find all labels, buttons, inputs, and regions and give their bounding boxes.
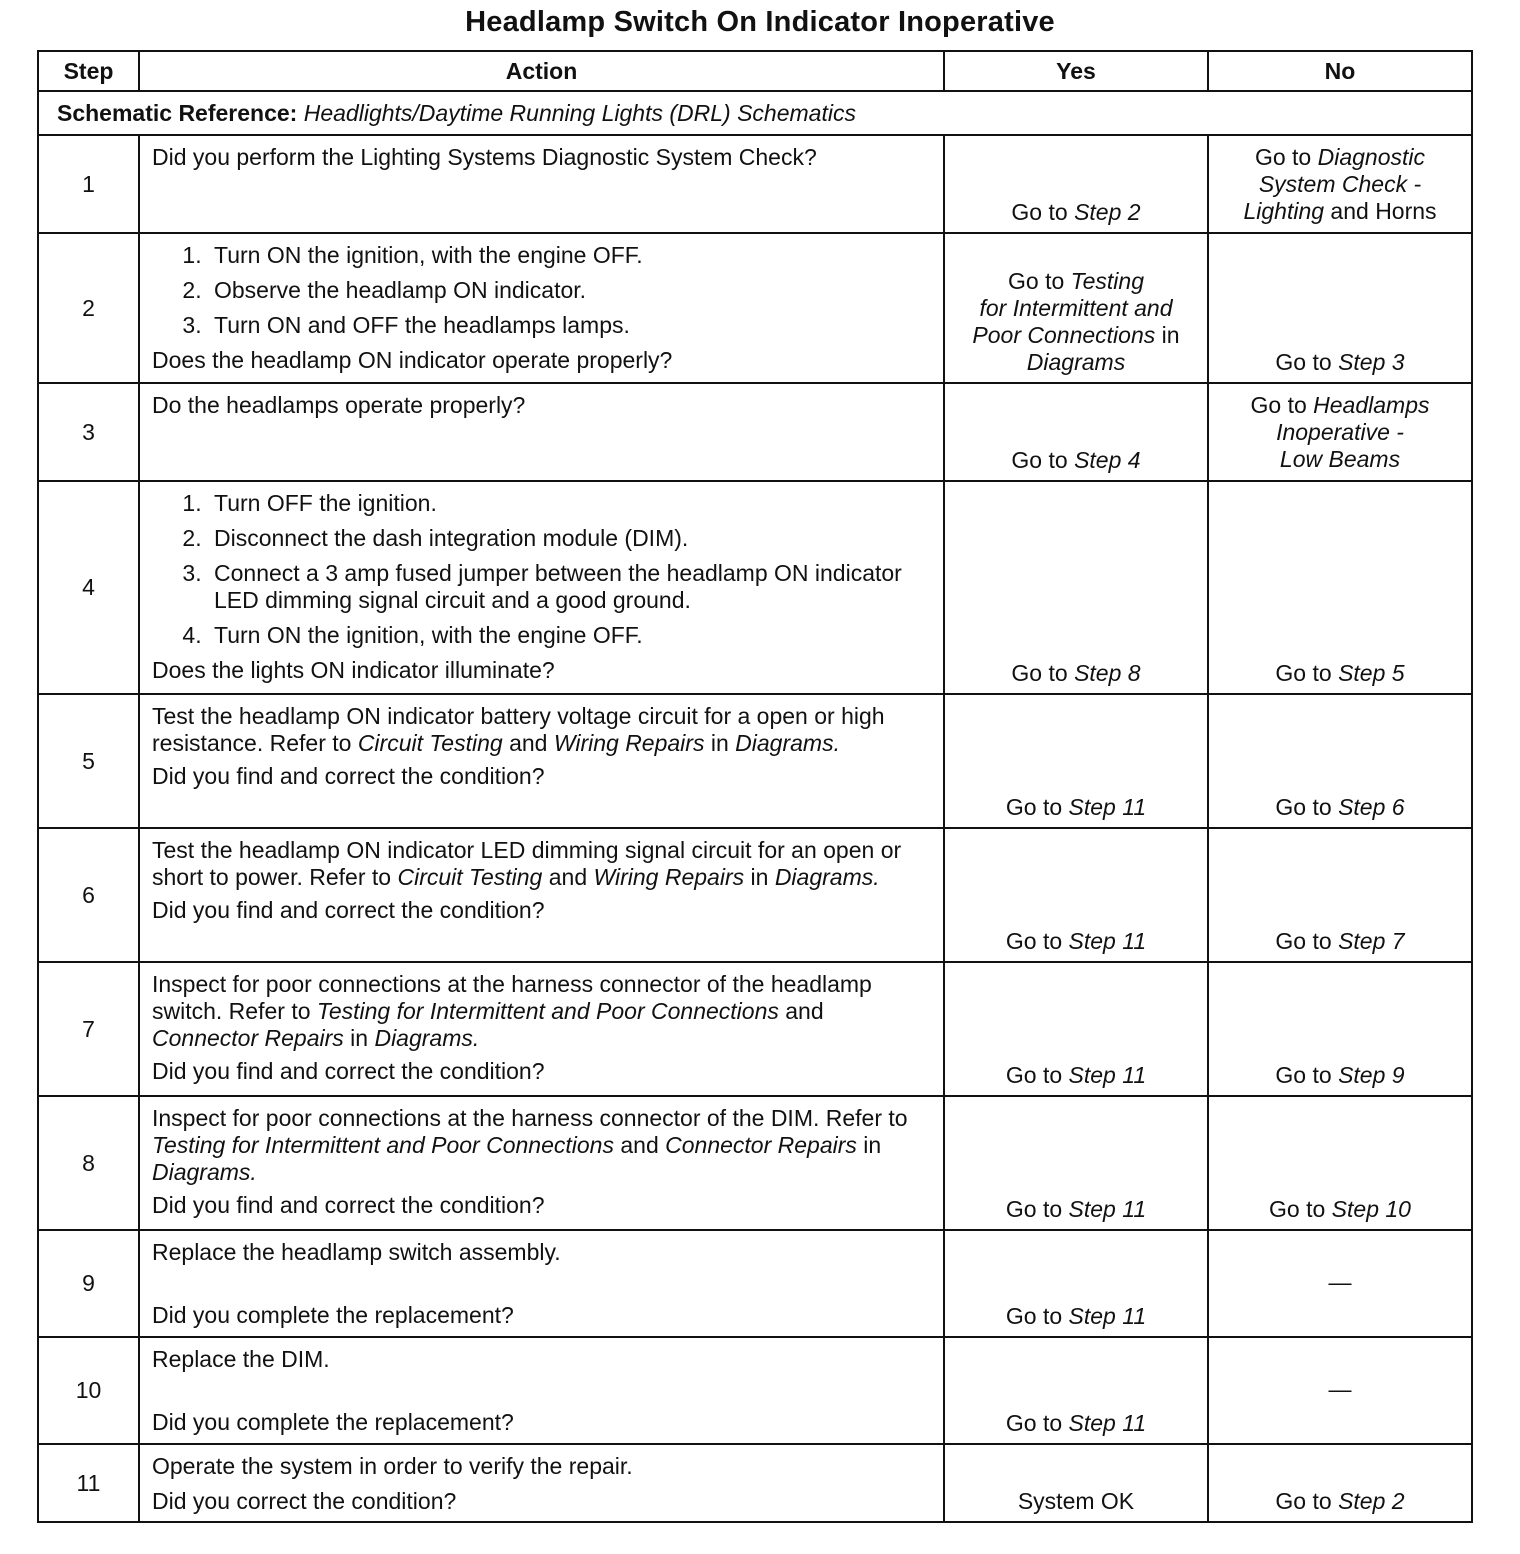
yes-step-link: Step 11	[1068, 1062, 1147, 1088]
no-link-line2: Inoperative -	[1276, 419, 1404, 445]
table-row	[38, 233, 1472, 383]
list-item: 1. Turn OFF the ignition.	[208, 490, 931, 517]
action-text: Inspect for poor connections at the harness connector of the DIM. Refer to	[152, 1105, 908, 1131]
no-cell	[1208, 481, 1472, 694]
yes-step-link: Step 11	[1068, 1303, 1147, 1329]
yes-step-link: Step 4	[1074, 447, 1141, 473]
no-step-link: Step 3	[1338, 349, 1405, 375]
go-to-text: Go to	[1008, 268, 1065, 294]
and-text: and	[509, 730, 548, 756]
reference-link: Connector Repairs	[665, 1132, 857, 1158]
reference-link: Testing for Intermittent and Poor Connections	[316, 998, 779, 1024]
action-cell	[139, 962, 944, 1096]
list-item: 3. Connect a 3 amp fused jumper between the headlamp ON indicator LED dimming signal circuit and a good ground.	[208, 560, 931, 614]
action-question: Did you complete the replacement?	[152, 1302, 514, 1328]
no-step-link: Step 9	[1338, 1062, 1405, 1088]
action-text: Test the headlamp ON indicator battery voltage circuit for a open or high resistance. Refer to	[152, 703, 885, 756]
no-link-line2: System Check -	[1258, 171, 1422, 197]
action-text: Replace the headlamp switch assembly.	[152, 1239, 561, 1265]
go-to-text: Go to	[1275, 349, 1332, 375]
list-item: 3. Turn ON and OFF the headlamps lamps.	[208, 312, 931, 339]
reference-link: Diagrams.	[735, 730, 840, 756]
in-text: in	[710, 730, 729, 756]
table-row	[38, 962, 1472, 1096]
reference-link: Wiring Repairs	[553, 730, 705, 756]
go-to-text: Go to	[1269, 1196, 1326, 1222]
yes-cell	[944, 1096, 1208, 1230]
go-to-text: Go to	[1275, 794, 1332, 820]
no-cell	[1208, 1444, 1472, 1522]
reference-link: Circuit Testing	[357, 730, 503, 756]
yes-step-link: Step 11	[1068, 1410, 1147, 1436]
action-question: Did you find and correct the condition?	[152, 1058, 545, 1084]
yes-cell	[944, 383, 1208, 481]
step-number: 9	[38, 1230, 139, 1337]
go-to-text: Go to	[1005, 1303, 1063, 1329]
action-text: Replace the DIM.	[152, 1346, 330, 1372]
action-cell	[139, 1096, 944, 1230]
no-link-line3: Lighting	[1243, 198, 1325, 224]
yes-link-line1: Testing	[1070, 268, 1144, 294]
step-number: 2	[38, 233, 139, 383]
no-step-link: Step 6	[1338, 794, 1405, 820]
reference-link: Diagrams.	[152, 1159, 257, 1185]
yes-cell	[944, 694, 1208, 828]
table-row	[38, 1230, 1472, 1337]
action-cell	[139, 828, 944, 962]
no-column-header: No	[1208, 51, 1472, 91]
reference-link: Diagrams.	[774, 864, 880, 890]
go-to-text: Go to	[1275, 1062, 1332, 1088]
action-question: Did you complete the replacement?	[152, 1409, 514, 1435]
in-text: in	[750, 864, 769, 890]
no-step-link: Step 10	[1331, 1196, 1411, 1222]
action-paragraph	[152, 1105, 931, 1186]
reference-link: Testing for Intermittent and Poor Connections	[152, 1132, 614, 1158]
schematic-label: Schematic Reference:	[57, 99, 298, 126]
in-text: in	[863, 1132, 882, 1158]
reference-link: Circuit Testing	[397, 864, 543, 890]
go-to-text: Go to	[1005, 928, 1063, 954]
no-step-link: Step 7	[1338, 928, 1405, 954]
yes-link-line2: for Intermittent and	[979, 295, 1173, 321]
action-text: Do the headlamps operate properly?	[152, 392, 526, 418]
step-number: 4	[38, 481, 139, 694]
yes-cell	[944, 135, 1208, 233]
action-cell	[139, 233, 944, 383]
and-text: and	[548, 864, 588, 890]
yes-step-link: Step 11	[1068, 1196, 1147, 1222]
yes-step-link: Step 11	[1068, 794, 1147, 820]
action-question: Did you find and correct the condition?	[152, 1192, 545, 1218]
in-text: in	[1161, 322, 1180, 348]
step-number: 5	[38, 694, 139, 828]
no-cell	[1208, 233, 1472, 383]
schematic-reference-row	[38, 91, 1472, 135]
in-text: in	[350, 1025, 369, 1051]
no-link-line1: Diagnostic	[1317, 144, 1426, 170]
step-number: 8	[38, 1096, 139, 1230]
no-cell	[1208, 694, 1472, 828]
yes-cell	[944, 481, 1208, 694]
step-column-header: Step	[38, 51, 139, 91]
step-number: 10	[38, 1337, 139, 1444]
no-cell	[1208, 1230, 1472, 1337]
yes-step-link: Step 2	[1074, 199, 1141, 225]
action-text: Did you perform the Lighting Systems Diagnostic System Check?	[152, 144, 817, 170]
page-title: Headlamp Switch On Indicator Inoperative	[465, 6, 1055, 38]
yes-cell	[944, 1337, 1208, 1444]
action-question: Did you correct the condition?	[152, 1488, 457, 1514]
action-question: Did you find and correct the condition?	[152, 763, 545, 789]
action-cell	[139, 481, 944, 694]
reference-link: Diagrams.	[374, 1025, 480, 1051]
action-paragraph	[152, 703, 931, 757]
no-link-line3b: Horns	[1375, 198, 1437, 224]
action-cell	[139, 1230, 944, 1337]
go-to-text: Go to	[1005, 1410, 1063, 1436]
go-to-text: Go to	[1011, 660, 1068, 686]
action-paragraph	[152, 971, 931, 1052]
table-row	[38, 828, 1472, 962]
no-cell	[1208, 1337, 1472, 1444]
schematic-link: Headlights/Daytime Running Lights (DRL) Schematics	[303, 99, 856, 126]
and-text: and	[785, 998, 824, 1024]
header-row	[38, 51, 1472, 91]
and-text: and	[1330, 198, 1369, 224]
list-item: 4. Turn ON the ignition, with the engine OFF.	[208, 622, 931, 649]
table-row	[38, 1444, 1472, 1522]
step-number: 3	[38, 383, 139, 481]
step-number: 11	[38, 1444, 139, 1522]
no-step-link: Step 2	[1338, 1488, 1405, 1514]
yes-result: System OK	[1017, 1488, 1135, 1514]
yes-cell	[944, 1444, 1208, 1522]
table-row	[38, 135, 1472, 233]
yes-step-link: Step 11	[1068, 928, 1147, 954]
no-link-line1: Headlamps	[1313, 392, 1430, 418]
go-to-text: Go to	[1005, 1196, 1063, 1222]
table-row	[38, 694, 1472, 828]
action-paragraph	[152, 837, 931, 891]
go-to-text: Go to	[1011, 199, 1068, 225]
list-item: 2. Disconnect the dash integration module (DIM).	[208, 525, 931, 552]
no-cell	[1208, 383, 1472, 481]
yes-cell	[944, 828, 1208, 962]
table-row	[38, 1337, 1472, 1444]
action-text: Test the headlamp ON indicator LED dimming signal circuit for an open or short to power. Refer to	[152, 837, 902, 890]
yes-link-line3: Poor Connections	[972, 322, 1156, 348]
go-to-text: Go to	[1275, 1488, 1332, 1514]
go-to-text: Go to	[1275, 928, 1332, 954]
go-to-text: Go to	[1005, 1062, 1063, 1088]
diagnostic-table	[37, 50, 1473, 1523]
action-question: Does the lights ON indicator illuminate?	[152, 657, 555, 683]
no-cell	[1208, 828, 1472, 962]
list-item: 2. Observe the headlamp ON indicator.	[208, 277, 931, 304]
list-item: 1. Turn ON the ignition, with the engine OFF.	[208, 242, 931, 269]
reference-link: Wiring Repairs	[593, 864, 745, 890]
action-cell	[139, 383, 944, 481]
action-cell	[139, 1444, 944, 1522]
table-row	[38, 1096, 1472, 1230]
go-to-text: Go to	[1011, 447, 1068, 473]
action-cell	[139, 694, 944, 828]
table-row	[38, 481, 1472, 694]
no-dash: —	[1328, 1269, 1352, 1295]
reference-link: Connector Repairs	[152, 1025, 344, 1051]
step-number: 6	[38, 828, 139, 962]
action-cell	[139, 135, 944, 233]
action-column-header: Action	[139, 51, 944, 91]
yes-step-link: Step 8	[1074, 660, 1141, 686]
go-to-text: Go to	[1254, 144, 1312, 170]
no-cell	[1208, 962, 1472, 1096]
action-steps	[152, 490, 931, 649]
no-dash: —	[1328, 1376, 1352, 1402]
yes-column-header: Yes	[944, 51, 1208, 91]
go-to-text: Go to	[1250, 392, 1307, 418]
step-number: 7	[38, 962, 139, 1096]
action-question: Did you find and correct the condition?	[152, 897, 545, 923]
yes-cell	[944, 962, 1208, 1096]
no-cell	[1208, 1096, 1472, 1230]
and-text: and	[620, 1132, 659, 1158]
action-text: Inspect for poor connections at the harness connector of the headlamp switch. Refer to	[152, 971, 872, 1024]
table-row	[38, 383, 1472, 481]
action-question: Does the headlamp ON indicator operate properly?	[152, 347, 673, 373]
action-cell	[139, 1337, 944, 1444]
no-step-link: Step 5	[1338, 660, 1405, 686]
yes-cell	[944, 1230, 1208, 1337]
step-number: 1	[38, 135, 139, 233]
no-cell	[1208, 135, 1472, 233]
schematic-reference	[38, 91, 1472, 135]
no-link-line3: Low Beams	[1279, 446, 1401, 472]
yes-cell	[944, 233, 1208, 383]
action-steps	[152, 242, 931, 339]
yes-link-line4: Diagrams	[1026, 349, 1126, 375]
action-text: Operate the system in order to verify the repair.	[152, 1453, 633, 1479]
go-to-text: Go to	[1275, 660, 1332, 686]
go-to-text: Go to	[1005, 794, 1063, 820]
